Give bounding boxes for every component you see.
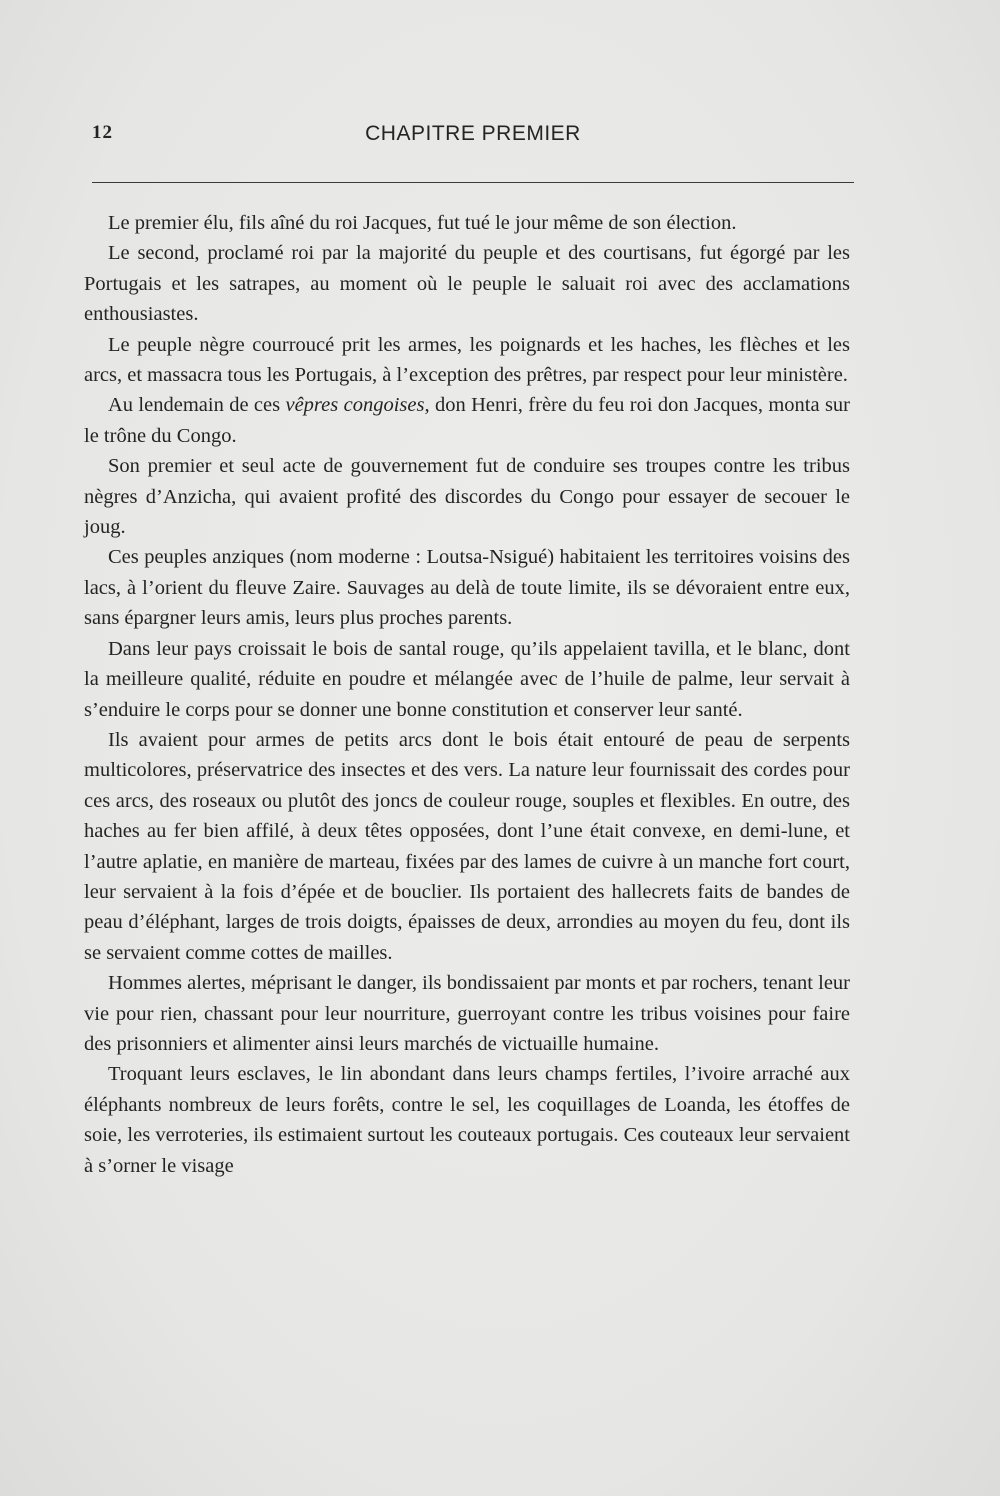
paragraph — [84, 1059, 850, 1181]
paragraph-text: Au lendemain de ces — [108, 394, 286, 417]
header-rule — [92, 182, 854, 183]
paragraph-text: don Henri, frère du feu roi don Jacques, monta sur le trône du Congo. — [84, 394, 850, 447]
paragraph-text: Troquant leurs esclaves, le lin abondant dans leurs champs fertiles, l’ivoire arraché aux éléphants nombreux de leurs forêts, contre le sel, les coquillages de Loanda, les étoffes de soie, les verroteries, ils estimaient surtout les couteaux portugais. Ces couteaux leur servaient à s’orner le visage — [84, 1063, 850, 1177]
paragraph — [84, 390, 850, 451]
italic-phrase: vêpres congoises, — [285, 394, 430, 417]
paragraph — [84, 968, 850, 1059]
paragraph-text: Le second, proclamé roi par la majorité du peuple et des courtisans, fut égorgé par les Portugais et les satrapes, au moment où le peuple le saluait roi avec des acclamations enthousiastes. — [84, 242, 850, 326]
page-number: 12 — [92, 122, 113, 143]
paragraph-text: Le peuple nègre courroucé prit les armes, les poignards et les haches, les flèches et les arcs, et massacra tous les Portugais, à l’exception des prêtres, par respect pour leur ministère. — [84, 333, 850, 387]
paragraph — [84, 725, 850, 968]
paragraph — [84, 451, 850, 542]
paragraph — [84, 330, 850, 391]
paragraph-text: Ces peuples anziques (nom moderne : Loutsa-Nsigué) habitaient les territoires voisins des lacs, à l’orient du fleuve Zaire. Sauvages au delà de toute limite, ils se dévoraient entre eux, sans épargner leurs amis, leurs plus proches parents. — [84, 546, 850, 630]
paragraph — [84, 238, 850, 329]
running-title: CHAPITRE PREMIER — [365, 122, 581, 145]
body-text — [84, 208, 850, 1181]
paragraph-text: Ils avaient pour armes de petits arcs dont le bois était entouré de peau de serpents multicolores, préservatrice des insectes et des vers. La nature leur fournissait des cordes pour ces arcs, des roseaux ou plutôt des joncs de couleur rouge, souples et flexibles. En outre, des haches au fer bien affilé, à deux têtes opposées, dont l’une était convexe, en demi-lune, et l’autre aplatie, en manière de marteau, fixées par des lames de cuivre à un manche fort court, leur servaient à la fois d’épée et de bouclier. Ils portaient des hallecrets faits de bandes de peau d’éléphant, larges de trois doigts, épaisses de deux, arrondies au moyen du feu, dont ils se servaient comme cottes de mailles. — [84, 728, 850, 964]
paragraph — [84, 542, 850, 633]
paragraph-text: Dans leur pays croissait le bois de santal rouge, qu’ils appelaient tavilla, et le blanc, dont la meilleure qualité, réduite en poudre et mélangée avec de l’huile de palme, leur servait à s’enduire le corps pour se donner une bonne constitution et conserver leur santé. — [84, 637, 850, 721]
paragraph-text: Son premier et seul acte de gouvernement fut de conduire ses troupes contre les tribus nègres d’Anzicha, qui avaient profité des discordes du Congo pour essayer de secouer le joug. — [84, 455, 850, 539]
paragraph — [84, 634, 850, 725]
paragraph-text: Le premier élu, fils aîné du roi Jacques, fut tué le jour même de son élection. — [108, 212, 737, 234]
page-header — [92, 118, 854, 154]
paragraph — [84, 208, 850, 238]
paragraph-text: Hommes alertes, méprisant le danger, ils bondissaient par monts et par rochers, tenant leur vie pour rien, chassant pour leur nourriture, guerroyant contre les tribus voisines pour faire des prisonniers et alimenter ainsi leurs marchés de victuaille humaine. — [84, 972, 850, 1055]
